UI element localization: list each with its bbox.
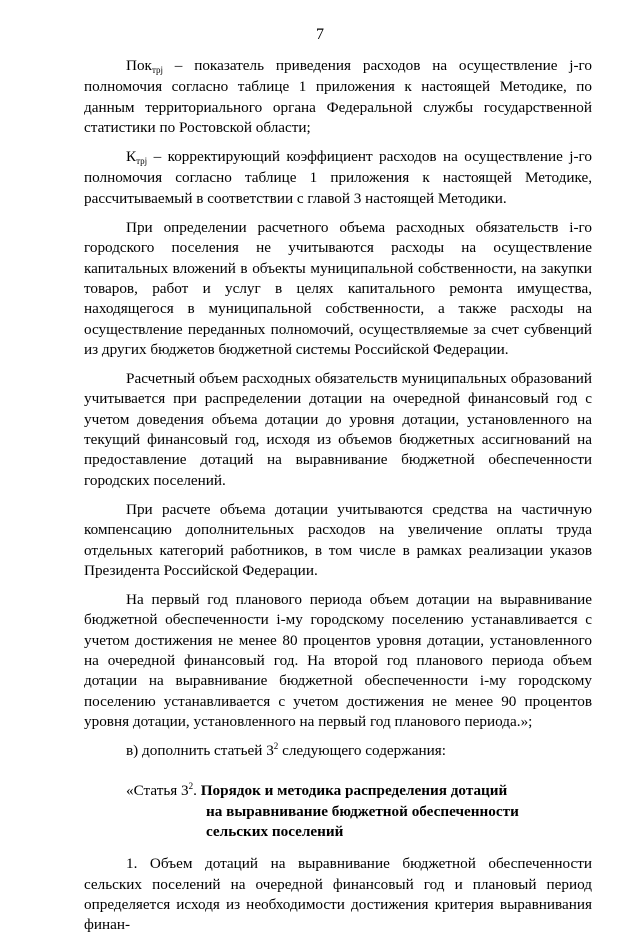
- symbol-k: К: [126, 148, 137, 166]
- k-definition-text: – корректирующий коэффициент расходов на осуществление j-го полномочия согласно таблице 1 приложения к настоящей Методике, рассчитываемый в соответствии с главой 3 настоящей Методики.: [84, 148, 592, 207]
- paragraph-exclusions: При определении расчетного объема расходных обязательств i-го городского поселения не учитываются расходы на осуществление капитальных вложений в объекты муниципальной собственности, на закупки товаров, работ и услуг в целях капитального ремонта имущества, находящегося в муниципальной собственности, а также расходы на осуществление переданных полномочий, осуществляемые за счет субвенций из других бюджетов бюджетной системы Российской Федерации.: [84, 219, 592, 358]
- pok-definition-text: – показатель приведения расходов на осуществление j-го полномочия согласно таблице 1 приложения к настоящей Методике, по данным территориального органа Федеральной службы государственной статистики по Ростовской области;: [84, 57, 592, 136]
- amendment-superscript: 2: [273, 741, 279, 752]
- document-body: [84, 56, 592, 936]
- article-label-superscript: 2: [188, 780, 194, 791]
- symbol-pok: Пок: [126, 57, 152, 74]
- article-heading: [84, 781, 592, 843]
- article-label-dot: .: [193, 781, 201, 799]
- paragraph-calculated-volume: Расчетный объем расходных обязательств муниципальных образований учитывается при распределении дотации на очередной финансовый год с учетом доведения объема дотации до уровня дотации, установленного на текущий финансовый год, исходя из объемов бюджетных ассигнований на предоставление дотаций на выравнивание бюджетной обеспеченности городских поселений.: [84, 370, 592, 489]
- paragraph-pok-definition: [84, 56, 592, 138]
- symbol-pok-subscript: трj: [151, 65, 163, 75]
- amendment-tail: следующего содержания:: [278, 742, 446, 760]
- article-title-line1: Порядок и методика распределения дотаций: [200, 781, 508, 799]
- article-title-line3: сельских поселений: [206, 823, 344, 841]
- article-label: «Статья 3: [126, 781, 189, 799]
- amendment-text: в) дополнить статьей 3: [126, 742, 274, 760]
- symbol-k-subscript: трj: [136, 156, 148, 167]
- paragraph-article-point-1: 1. Объем дотаций на выравнивание бюджетной обеспеченности сельских поселений на очередной финансовый год и плановый период определяется исходя из необходимости достижения критерия выравнивания финан-: [84, 855, 592, 934]
- paragraph-compensation: При расчете объема дотации учитываются средства на частичную компенсацию дополнительных расходов на увеличение оплаты труда отдельных категорий работников, в том числе в рамках реализации указов Президента Российской Федерации.: [84, 500, 592, 579]
- paragraph-amendment: [84, 741, 592, 762]
- page-number: 7: [316, 26, 324, 43]
- article-title-line2: на выравнивание бюджетной обеспеченности: [206, 802, 519, 820]
- paragraph-k-definition: [84, 147, 592, 209]
- paragraph-planning-period: На первый год планового периода объем дотации на выравнивание бюджетной обеспеченности i-му городскому поселению устанавливается с учетом достижения не менее 80 процентов уровня дотации, установленного на очередной финансовый год. На второй год планового периода объем дотации на выравнивание бюджетной обеспеченности i-му городскому поселению устанавливается с учетом достижения не менее 90 процентов уровня дотации, установленного на первый год планового периода.»;: [84, 591, 592, 730]
